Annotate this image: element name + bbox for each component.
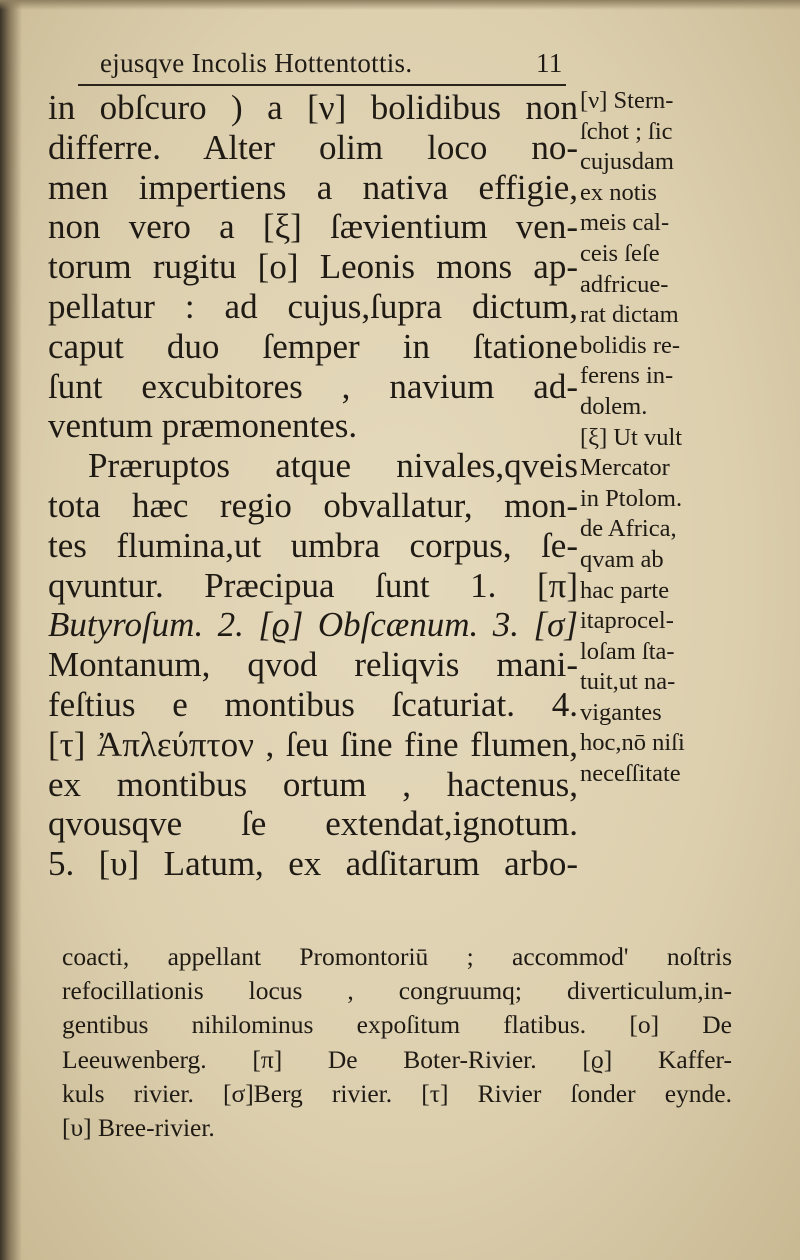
margin-note-line: rat dictam (580, 301, 679, 329)
body-line: pellatur : ad cujus,ſupra dictum, (48, 286, 578, 326)
margin-note-line: cujusdam (580, 148, 674, 176)
body-line: Butyroſum. 2. [ϱ] Obſcænum. 3. [σ] (48, 605, 578, 645)
margin-note-line: loſam ſta- (580, 637, 675, 665)
margin-note-line: ceis ſeſe (580, 239, 660, 267)
page-top-shadow (0, 0, 800, 10)
body-line: in obſcuro ) a [ν] bolidibus non (48, 88, 578, 127)
margin-notes-column (580, 86, 750, 790)
margin-note-line: qvam ab (580, 545, 664, 573)
body-line: caput duo ſemper in ſtatione (48, 326, 578, 366)
body-line: differre. Alter olim loco no- (48, 127, 578, 167)
footnote-line: Leeuwenberg. [π] De Boter-Rivier. [ϱ] Kaffer- (62, 1044, 732, 1074)
body-line: feſtius e montibus ſcaturiat. 4. (48, 684, 578, 724)
margin-note-line: bolidis re- (580, 331, 681, 359)
margin-note-line: vigantes (580, 698, 662, 726)
body-line: ſunt excubitores , navium ad- (48, 366, 578, 406)
body-line: torum rugitu [ο] Leonis mons ap- (48, 247, 578, 287)
footnote-line: coacti, appellant Promontoriū ; accommod' noſtris (62, 942, 732, 971)
running-head (78, 48, 568, 82)
margin-note-line: [ν] Stern- (580, 87, 674, 114)
body-line: Montanum, qvod reliqvis mani- (48, 645, 578, 685)
margin-note-line: de Africa, (580, 515, 677, 543)
margin-note-line: hac parte (580, 576, 670, 604)
margin-note-line: Mercator (580, 454, 670, 482)
page-gutter-shadow (0, 0, 22, 1260)
body-line: [τ] Ἀπλεύπτον , ſeu ſine fine flumen, (48, 724, 578, 764)
body-line: men impertiens a nativa effigie, (48, 167, 578, 207)
body-line: qvousqve ſe extendat,ignotum. (48, 804, 578, 844)
margin-note-line: [ξ] Ut vult (580, 423, 683, 451)
body-line: ex montibus ortum , hactenus, (48, 764, 578, 804)
margin-note-line: ferens in- (580, 362, 674, 390)
margin-note-line: hoc,nō niſi (580, 729, 685, 757)
header-rule (78, 84, 566, 86)
body-line: tota hæc regio obvallatur, mon- (48, 485, 578, 525)
margin-note-line: tuit,ut na- (580, 668, 676, 696)
footnote-line: [υ] Bree-rivier. (62, 1113, 215, 1143)
margin-note-line: in Ptolom. (580, 484, 683, 512)
footnote-line: refocillationis locus , congruumq; diverticulum,in- (62, 976, 732, 1006)
margin-note-line: neceſſitate (580, 760, 681, 788)
body-line: qvuntur. Præcipua ſunt 1. [π] (48, 565, 578, 605)
body-line: Præruptos atque nivales,qveis (88, 446, 578, 486)
main-text-column (48, 88, 578, 884)
margin-note-line: itaprocel- (580, 607, 674, 635)
body-line: 5. [υ] Latum, ex adſitarum arbo- (48, 844, 578, 884)
margin-note-line: adfricue- (580, 270, 669, 298)
body-line: non vero a [ξ] ſævientium ven- (48, 207, 578, 247)
footnote-line: gentibus nihilominus expoſitum flatibus. [ο] De (62, 1010, 732, 1040)
page-number: 11 (536, 48, 563, 78)
margin-note-line: ex notis (580, 178, 657, 206)
footnotes-block (62, 940, 732, 1145)
margin-note-line: ſchot ; ſic (580, 117, 673, 145)
margin-note-line: dolem. (580, 392, 648, 420)
running-head-title: ejusqve Incolis Hottentottis. (100, 48, 413, 78)
margin-note-line: meis cal- (580, 209, 670, 237)
body-line: ventum præmonentes. (48, 406, 358, 446)
footnote-line: kuls rivier. [σ]Berg rivier. [τ] Rivier ſonder eynde. (62, 1078, 732, 1108)
body-line: tes flumina,ut umbra corpus, ſe- (48, 525, 578, 565)
